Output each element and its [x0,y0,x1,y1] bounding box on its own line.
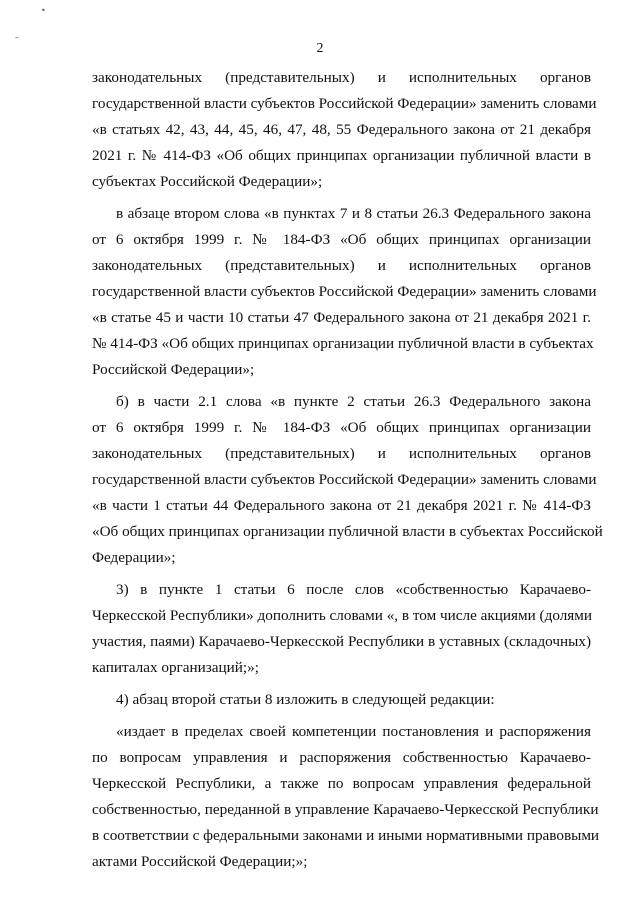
text-line: актами Российской Федерации;»; [92,853,308,870]
text-line: в абзаце втором слова «в пунктах 7 и 8 статьи 26.3 Федерального закона [116,205,591,222]
text-line: участия, паями) Карачаево-Черкесской Республики в уставных (складочных) [92,633,591,650]
document-body [92,65,603,875]
text-line: по вопросам управления и распоряжения собственностью Карачаево- [92,749,591,766]
text-line: Черкесской Республики» дополнить словами «, в том числе акциями (долями [92,607,593,624]
text-line: в соответствии с федеральными законами и иными нормативными правовыми [92,827,600,844]
scan-mark: • [41,6,46,15]
text-line: № 414-ФЗ «Об общих принципах организации публичной власти в субъектах [92,335,594,352]
text-line: государственной власти субъектов Российской Федерации» заменить словами [92,471,597,488]
text-line: 2021 г. № 414-ФЗ «Об общих принципах организации публичной власти в [92,147,591,164]
text-line: государственной власти субъектов Российской Федерации» заменить словами [92,283,597,300]
text-line: собственностью, переданной в управление Карачаево-Черкесской Республики [92,801,599,818]
text-line: «в статьях 42, 43, 44, 45, 46, 47, 48, 55 Федерального закона от 21 декабря [92,121,591,138]
text-line: субъектах Российской Федерации»; [92,173,323,190]
text-line: капиталах организаций;»; [92,659,259,676]
text-line: «в статье 45 и части 10 статьи 47 Федерального закона от 21 декабря 2021 г. [92,309,591,326]
text-line: от 6 октября 1999 г. № 184-ФЗ «Об общих принципах организации [92,231,591,248]
text-line: от 6 октября 1999 г. № 184-ФЗ «Об общих принципах организации [92,419,591,436]
text-line: 4) абзац второй статьи 8 изложить в следующей редакции: [116,691,495,708]
text-line: «в части 1 статьи 44 Федерального закона от 21 декабря 2021 г. № 414-ФЗ [92,497,591,514]
text-line: 3) в пункте 1 статьи 6 после слов «собственностью Карачаево- [116,581,591,598]
text-line: Федерации»; [92,549,176,566]
text-line: государственной власти субъектов Российской Федерации» заменить словами [92,95,597,112]
text-line: Российской Федерации»; [92,361,255,378]
text-line: законодательных (представительных) и исполнительных органов [92,69,591,86]
text-line: законодательных (представительных) и исполнительных органов [92,445,591,462]
page-number: 2 [316,41,324,56]
text-line: Черкесской Республики, а также по вопросам управления федеральной [92,775,591,792]
scan-mark: – [15,33,19,42]
text-line: «издает в пределах своей компетенции постановления и распоряжения [116,723,591,740]
text-line: законодательных (представительных) и исполнительных органов [92,257,591,274]
text-line: «Об общих принципах организации публичной власти в субъектах Российской [92,523,603,540]
text-line: б) в части 2.1 слова «в пункте 2 статьи 26.3 Федерального закона [116,393,591,410]
